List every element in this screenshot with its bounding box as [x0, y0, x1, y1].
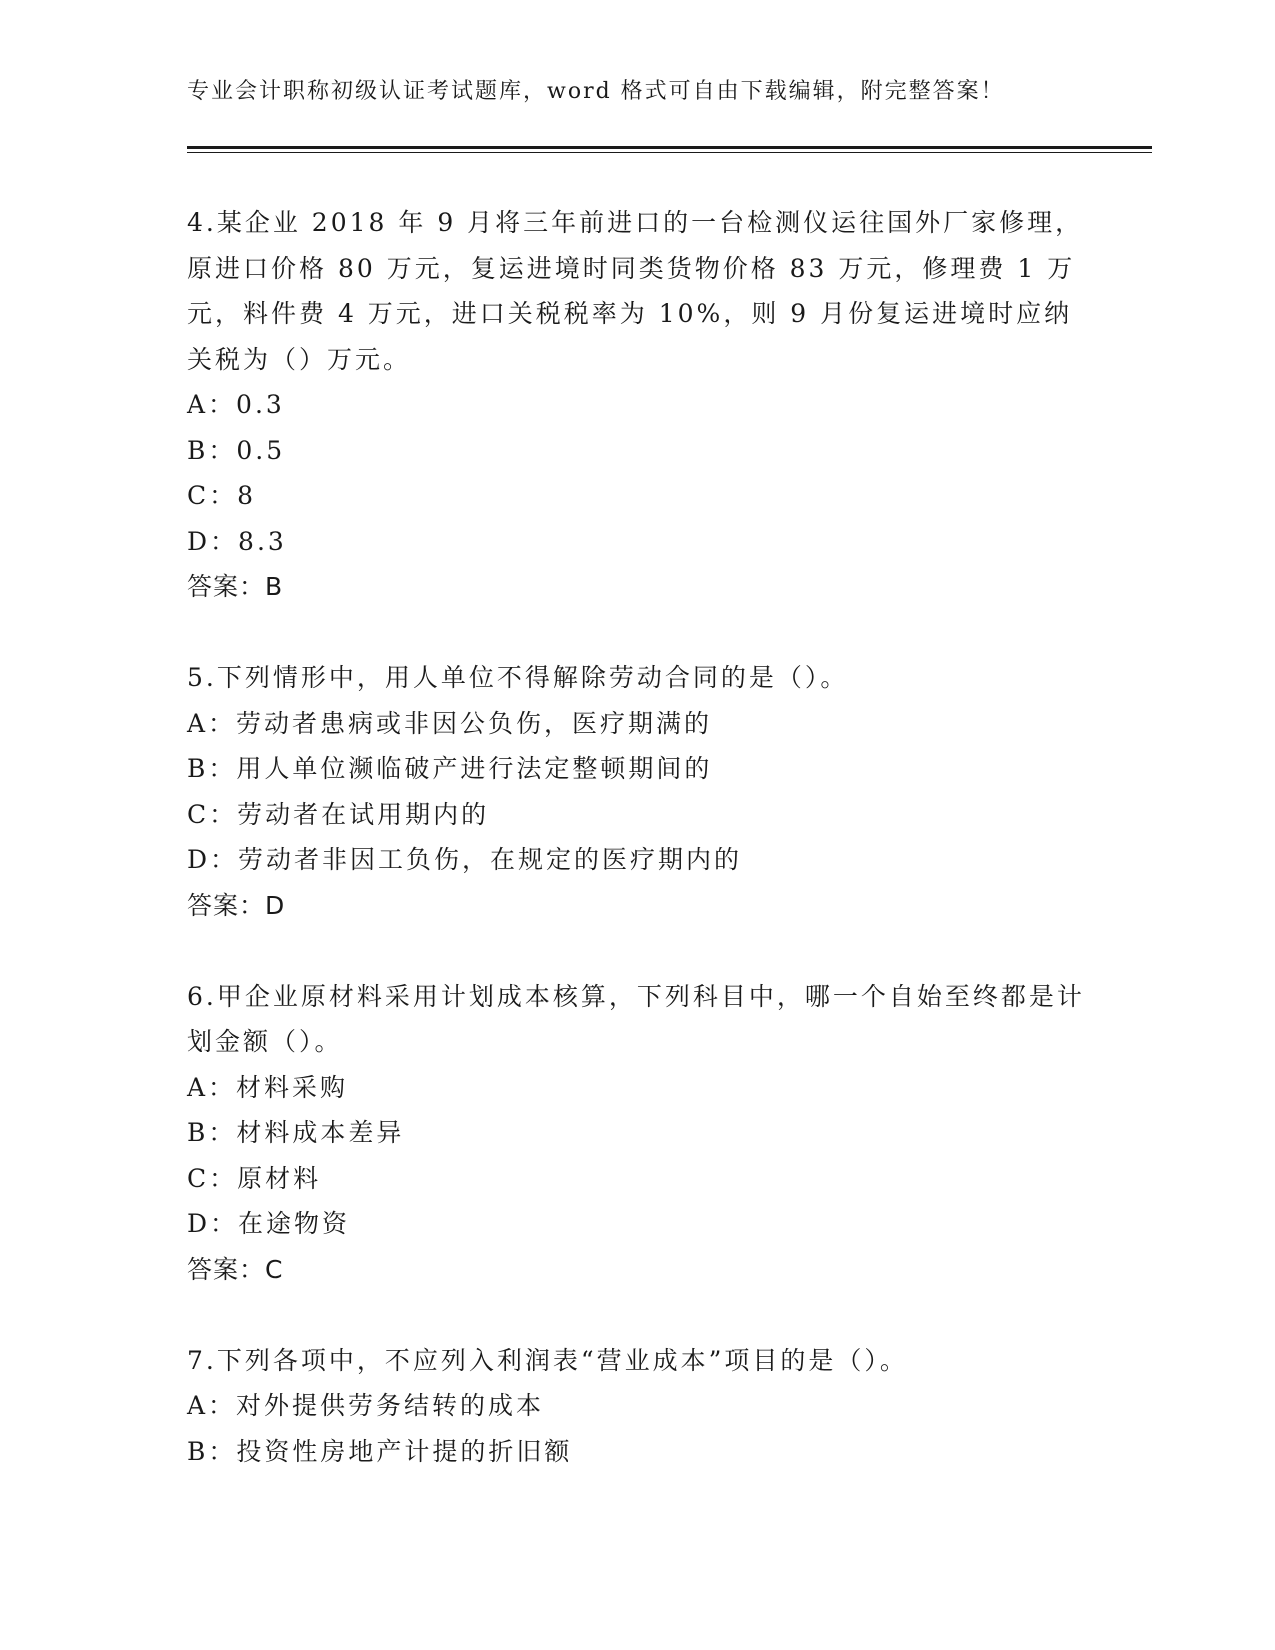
option-b: B：材料成本差异: [187, 1118, 405, 1147]
answer: 答案：C: [187, 1254, 284, 1284]
option-c: C：劳动者在试用期内的: [187, 799, 490, 829]
header-rule-thick: [187, 146, 1152, 149]
option-c: C：8: [187, 481, 257, 510]
question-6: [187, 974, 1087, 1293]
option-b: B：用人单位濒临破产进行法定整顿期间的: [187, 754, 713, 783]
option-a: A：材料采购: [187, 1072, 349, 1102]
option-d: D：在途物资: [187, 1209, 351, 1238]
option-d: D：劳动者非因工负伤，在规定的医疗期内的: [187, 845, 743, 874]
option-b: B：投资性房地产计提的折旧额: [187, 1436, 573, 1466]
question-5: [187, 655, 1087, 928]
question-4: [187, 200, 1087, 610]
answer: 答案：B: [187, 572, 284, 601]
question-list: [187, 200, 1087, 1474]
header-rule-thin: [187, 152, 1152, 153]
question-stem: 6.甲企业原材料采用计划成本核算，下列科目中，哪一个自始至终都是计划金额（）。: [187, 981, 1085, 1056]
option-d: D：8.3: [187, 526, 287, 556]
option-c: C：原材料: [187, 1163, 322, 1193]
question-stem: 4.某企业 2018 年 9 月将三年前进口的一台检测仪运往国外厂家修理，原进口价格 80 万元，复运进境时同类货物价格 83 万元，修理费 1 万元，料件费 4 万元，进口关税税率为 10%，则 9 月份复运进境时应纳关税为（）万元。: [187, 208, 1084, 374]
question-stem: 5.下列情形中，用人单位不得解除劳动合同的是（）。: [187, 663, 849, 692]
option-a: A：对外提供劳务结转的成本: [187, 1391, 545, 1420]
option-a: A：0.3: [187, 390, 285, 419]
question-7: [187, 1338, 1087, 1475]
question-stem: 7.下列各项中，不应列入利润表“营业成本”项目的是（）。: [187, 1345, 908, 1375]
page-header: 专业会计职称初级认证考试题库，word 格式可自由下载编辑，附完整答案！: [187, 79, 1005, 104]
option-a: A：劳动者患病或非因公负伤，医疗期满的: [187, 708, 713, 738]
option-b: B：0.5: [187, 435, 286, 465]
answer: 答案：D: [187, 890, 286, 920]
